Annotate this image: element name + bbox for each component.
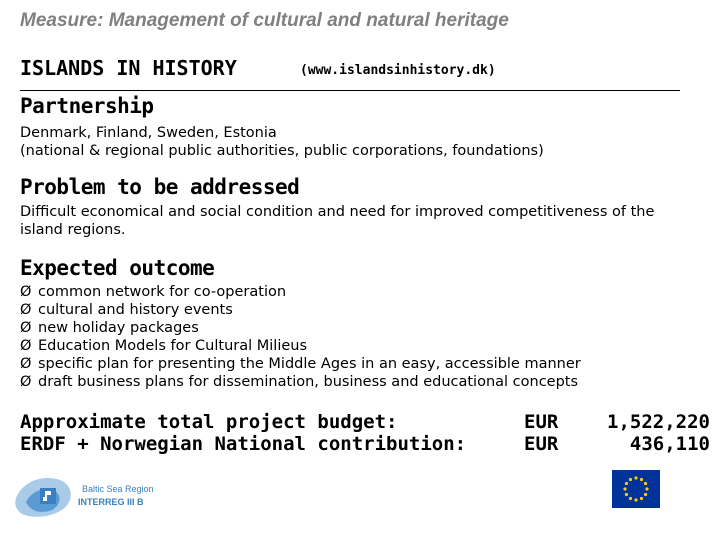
outcome-item <box>20 301 700 319</box>
eu-star-icon <box>629 497 632 500</box>
bullet-arrow-icon: Ø <box>20 374 32 390</box>
eu-star-icon <box>623 487 626 490</box>
budget-labels <box>20 411 466 455</box>
outcome-list-container <box>20 283 700 391</box>
problem-heading: Problem to be addressed <box>20 175 300 199</box>
partnership-heading: Partnership <box>20 94 154 118</box>
eu-star-icon <box>629 478 632 481</box>
bullet-arrow-icon: Ø <box>20 356 32 372</box>
eu-star-icon <box>640 497 643 500</box>
outcome-item-text: common network for co-operation <box>38 284 287 300</box>
partnership-text <box>20 124 700 160</box>
erdf-contribution-currency: EUR <box>524 433 559 455</box>
eu-star-icon <box>625 482 628 485</box>
outcome-item <box>20 319 700 337</box>
outcome-item <box>20 373 700 391</box>
outcome-heading: Expected outcome <box>20 256 215 280</box>
bullet-arrow-icon: Ø <box>20 284 32 300</box>
outcome-item-text: Education Models for Cultural Milieus <box>38 338 308 354</box>
baltic-sea-region-logo-icon <box>12 468 162 523</box>
project-title: ISLANDS IN HISTORY <box>20 56 237 80</box>
budget-currencies <box>524 411 558 455</box>
outcome-item-text: specific plan for presenting the Middle Ages in an easy, accessible manner <box>38 356 581 372</box>
interreg-logo-line2: INTERREG III B <box>78 497 144 507</box>
eu-star-icon <box>645 487 648 490</box>
bullet-arrow-icon: Ø <box>20 320 32 336</box>
eu-flag-icon <box>612 470 660 508</box>
eu-star-icon <box>634 476 637 479</box>
bullet-arrow-icon: Ø <box>20 302 32 318</box>
budget-amounts <box>590 411 710 455</box>
eu-star-icon <box>625 493 628 496</box>
partnership-line: Denmark, Finland, Sweden, Estonia <box>20 125 277 141</box>
total-budget-label: Approximate total project budget: <box>20 411 398 433</box>
baltic-sea-region-logo <box>12 468 162 523</box>
erdf-contribution-amount: 436,110 <box>629 433 710 455</box>
total-budget-currency: EUR <box>524 411 559 433</box>
interreg-logo-line1: Baltic Sea Region <box>82 484 154 494</box>
outcome-item-text: draft business plans for dissemination, business and educational concepts <box>38 374 579 390</box>
title-divider <box>20 90 680 91</box>
eu-flag <box>612 470 660 508</box>
outcome-item <box>20 283 700 301</box>
outcome-item-text: cultural and history events <box>38 302 233 318</box>
total-budget-amount: 1,522,220 <box>607 411 710 433</box>
project-url: (www.islandsinhistory.dk) <box>300 63 496 78</box>
outcome-item <box>20 337 700 355</box>
eu-star-icon <box>634 498 637 501</box>
outcome-item-text: new holiday packages <box>38 320 199 336</box>
eu-star-icon <box>644 482 647 485</box>
outcome-item <box>20 355 700 373</box>
eu-star-icon <box>640 478 643 481</box>
erdf-contribution-label: ERDF + Norwegian National contribution: <box>20 433 467 455</box>
bullet-arrow-icon: Ø <box>20 338 32 354</box>
outcome-list <box>20 283 700 391</box>
eu-star-icon <box>644 493 647 496</box>
measure-title: Measure: Management of cultural and natural heritage <box>20 10 509 31</box>
problem-text: Difficult economical and social condition and need for improved competitiveness of the island regions. <box>20 204 655 238</box>
partnership-line: (national & regional public authorities, public corporations, foundations) <box>20 143 544 159</box>
